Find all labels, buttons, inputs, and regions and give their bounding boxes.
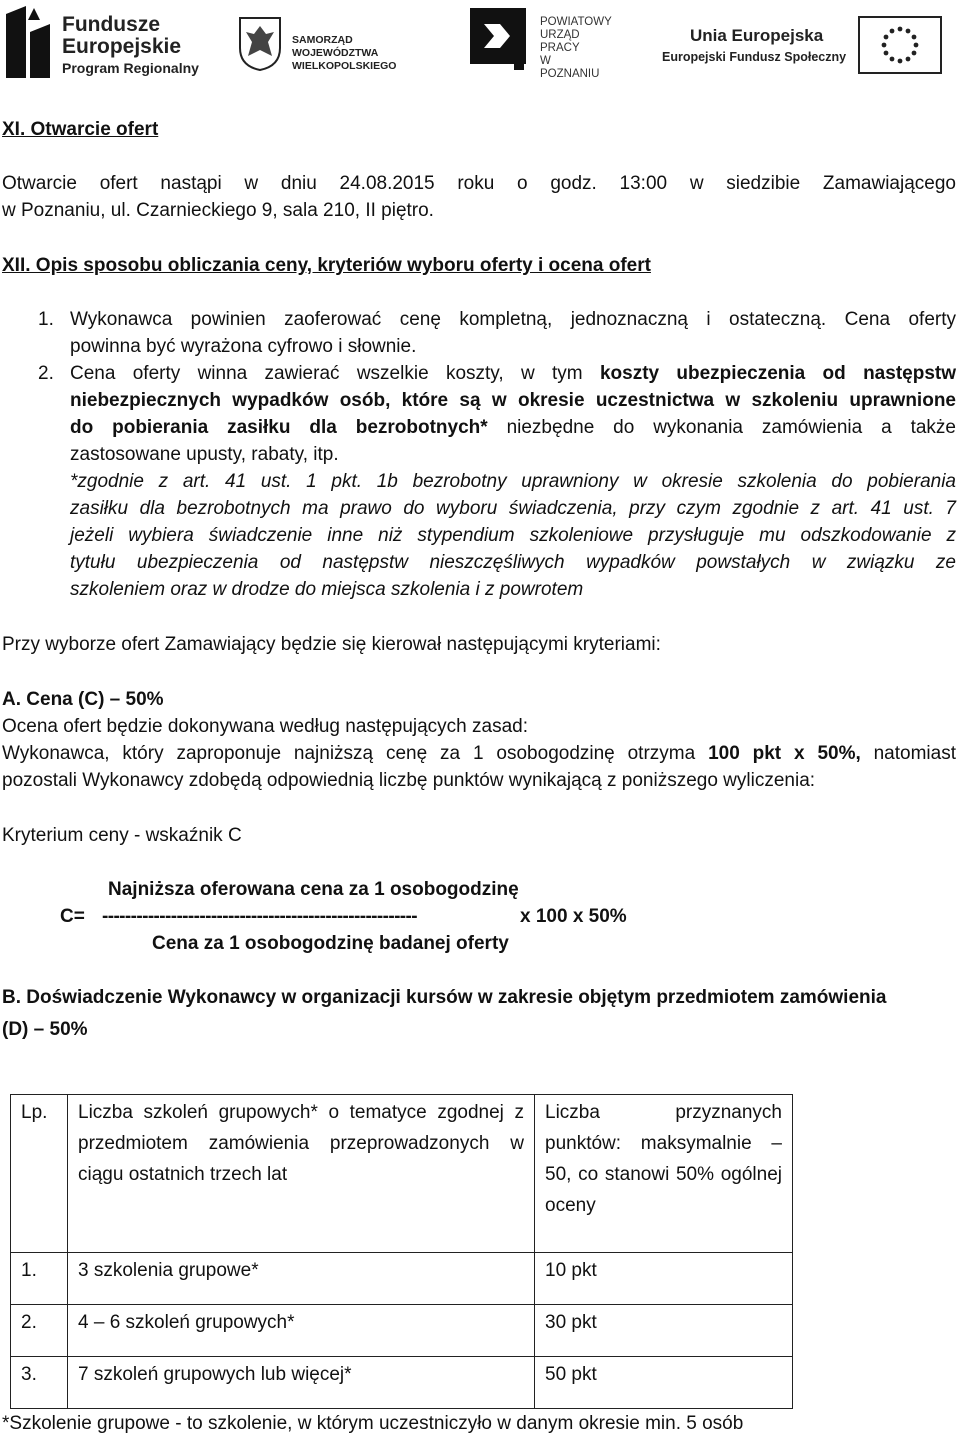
table-cell-lp: 3. <box>11 1357 68 1409</box>
table-row <box>11 1305 793 1357</box>
item2-line1 <box>70 360 956 387</box>
logo2-line2: WIELKOPOLSKIEGO <box>292 60 397 72</box>
criterion-b-heading-line1: B. Doświadczenie Wykonawcy w organizacji kursów w zakresie objętym przedmiotem zamówienia <box>2 987 887 1008</box>
item2-note-line3: jeżeli wybiera świadczenie inne niż stypendium szkoleniowe przysługuje mu odszkodowanie z <box>70 525 956 546</box>
table-cell-count: 4 – 6 szkoleń grupowych* <box>68 1305 535 1357</box>
item1-line2: powinna być wyrażona cyfrowo i słownie. <box>70 336 417 357</box>
eu-flag-icon <box>858 16 942 74</box>
eagle-coat-of-arms-icon <box>238 16 282 72</box>
criterion-a-line2 <box>2 740 956 767</box>
formula-numerator: Najniższa oferowana cena za 1 osobogodzinę <box>108 879 519 900</box>
table-header-row <box>11 1095 793 1253</box>
item1-number: 1. <box>38 309 54 330</box>
logo3-line2: URZĄD PRACY <box>540 29 580 54</box>
logo2-line1: SAMORZĄD WOJEWÓDZTWA <box>292 34 379 59</box>
criterion-a-heading: A. Cena (C) – 50% <box>2 689 164 710</box>
logo-unia-europejska <box>662 14 952 74</box>
section11-heading: XI. Otwarcie ofert <box>2 119 159 140</box>
logo3-line3: W POZNANIU <box>540 55 600 80</box>
logo1-line1: Fundusze <box>62 13 160 36</box>
logo1-line3: Program Regionalny <box>62 60 199 76</box>
logo4-line2: Europejski Fundusz Społeczny <box>662 50 847 64</box>
criterion-a-label: Kryterium ceny - wskaźnik C <box>2 825 242 846</box>
section11-para-line2: w Poznaniu, ul. Czarnieckiego 9, sala 210, II piętro. <box>2 200 434 221</box>
section12-heading: XII. Opis sposobu obliczania ceny, kryteriów wyboru oferty i ocena ofert <box>2 255 651 276</box>
item2-line4: zastosowane upusty, rabaty, itp. <box>70 444 339 465</box>
logo3-line1: POWIATOWY <box>540 16 612 28</box>
logo1-line2: Europejskie <box>62 35 182 58</box>
item2-line3 <box>70 414 956 441</box>
formula-multiplier: x 100 x 50% <box>520 906 627 927</box>
logo-samorzad <box>238 16 438 72</box>
table-cell-lp: 2. <box>11 1305 68 1357</box>
item2-number: 2. <box>38 363 54 384</box>
fundusze-europejskie-icon <box>4 4 52 80</box>
criterion-a-line2-text: Wykonawca, który zaproponuje najniższą cenę za 1 osobogodzinę otrzyma <box>2 743 709 764</box>
item2-note-line1: *zgodnie z art. 41 ust. 1 pkt. 1b bezrobotny uprawniony w okresie szkolenia do pobierania <box>70 471 956 492</box>
table-header-points: Liczba przyznanych punktów: maksymalnie – 50, co stanowi 50% ogólnej oceny <box>535 1095 793 1253</box>
logo4-line1: Unia Europejska <box>690 26 824 45</box>
table-cell-points: 10 pkt <box>535 1253 793 1305</box>
item2-line1-bold: koszty ubezpieczenia od następstw <box>599 363 956 384</box>
criterion-b-heading-line2: (D) – 50% <box>2 1019 88 1040</box>
criterion-a-line2-end: natomiast <box>860 743 956 764</box>
formula-lhs: C= <box>60 906 85 927</box>
criterion-a-line3: pozostali Wykonawcy zdobędą odpowiednią liczbę punktów wynikającą z poniższego wyliczenia: <box>2 770 816 791</box>
table-footnote: *Szkolenie grupowe - to szkolenie, w którym uczestniczyło w danym okresie min. 5 osób <box>2 1413 744 1434</box>
criteria-table <box>10 1094 793 1409</box>
table-cell-count: 7 szkoleń grupowych lub więcej* <box>68 1357 535 1409</box>
table-header-count: Liczba szkoleń grupowych* o tematyce zgodnej z przedmiotem zamówienia przeprowadzonych w ciągu ostatnich trzech lat <box>68 1095 535 1253</box>
item2-note-line4: tytułu ubezpieczenia od następstw nieszczęśliwych wypadków powstałych w związku ze <box>70 552 956 573</box>
item1-line1: Wykonawca powinien zaoferować cenę kompletną, jednoznaczną i ostateczną. Cena oferty <box>70 309 956 330</box>
item2-note-line2: zasiłku dla bezrobotnych ma prawo do wyboru świadczenia, przy czym zgodnie z art. 41 ust. 7 <box>70 498 956 519</box>
section11-para-line1: Otwarcie ofert nastąpi w dniu 24.08.2015 roku o godz. 13:00 w siedzibie Zamawiającego <box>2 173 956 194</box>
item2-line1-text: Cena oferty winna zawierać wszelkie koszty, w tym <box>70 363 600 384</box>
table-cell-points: 30 pkt <box>535 1305 793 1357</box>
table-row <box>11 1253 793 1305</box>
table-header-lp: Lp. <box>11 1095 68 1253</box>
table-cell-lp: 1. <box>11 1253 68 1305</box>
item2-line3-bold: do pobierania zasiłku dla bezrobotnych* <box>70 417 488 438</box>
formula-denominator: Cena za 1 osobogodzinę badanej oferty <box>152 933 509 954</box>
logo-fundusze-europejskie <box>4 4 204 80</box>
item2-line3-text: niezbędne do wykonania zamówienia a także <box>487 417 956 438</box>
item2-note-line5: szkoleniem oraz w drodze do miejsca szkolenia i z powrotem <box>70 579 584 600</box>
table-row <box>11 1357 793 1409</box>
criterion-a-line1: Ocena ofert będzie dokonywana według następujących zasad: <box>2 716 529 737</box>
logo-pup <box>470 8 612 80</box>
item2-line2: niebezpiecznych wypadków osób, które są w okresie uczestnictwa w szkoleniu uprawnione <box>70 390 956 411</box>
criterion-a-line2-bold: 100 pkt x 50%, <box>708 743 861 764</box>
criteria-intro: Przy wyborze ofert Zamawiający będzie się kierował następującymi kryteriami: <box>2 634 661 655</box>
arrow-square-icon <box>470 8 526 72</box>
table-cell-count: 3 szkolenia grupowe* <box>68 1253 535 1305</box>
table-cell-points: 50 pkt <box>535 1357 793 1409</box>
formula-fraction-line: ------------------------------------------------------- <box>102 906 417 927</box>
